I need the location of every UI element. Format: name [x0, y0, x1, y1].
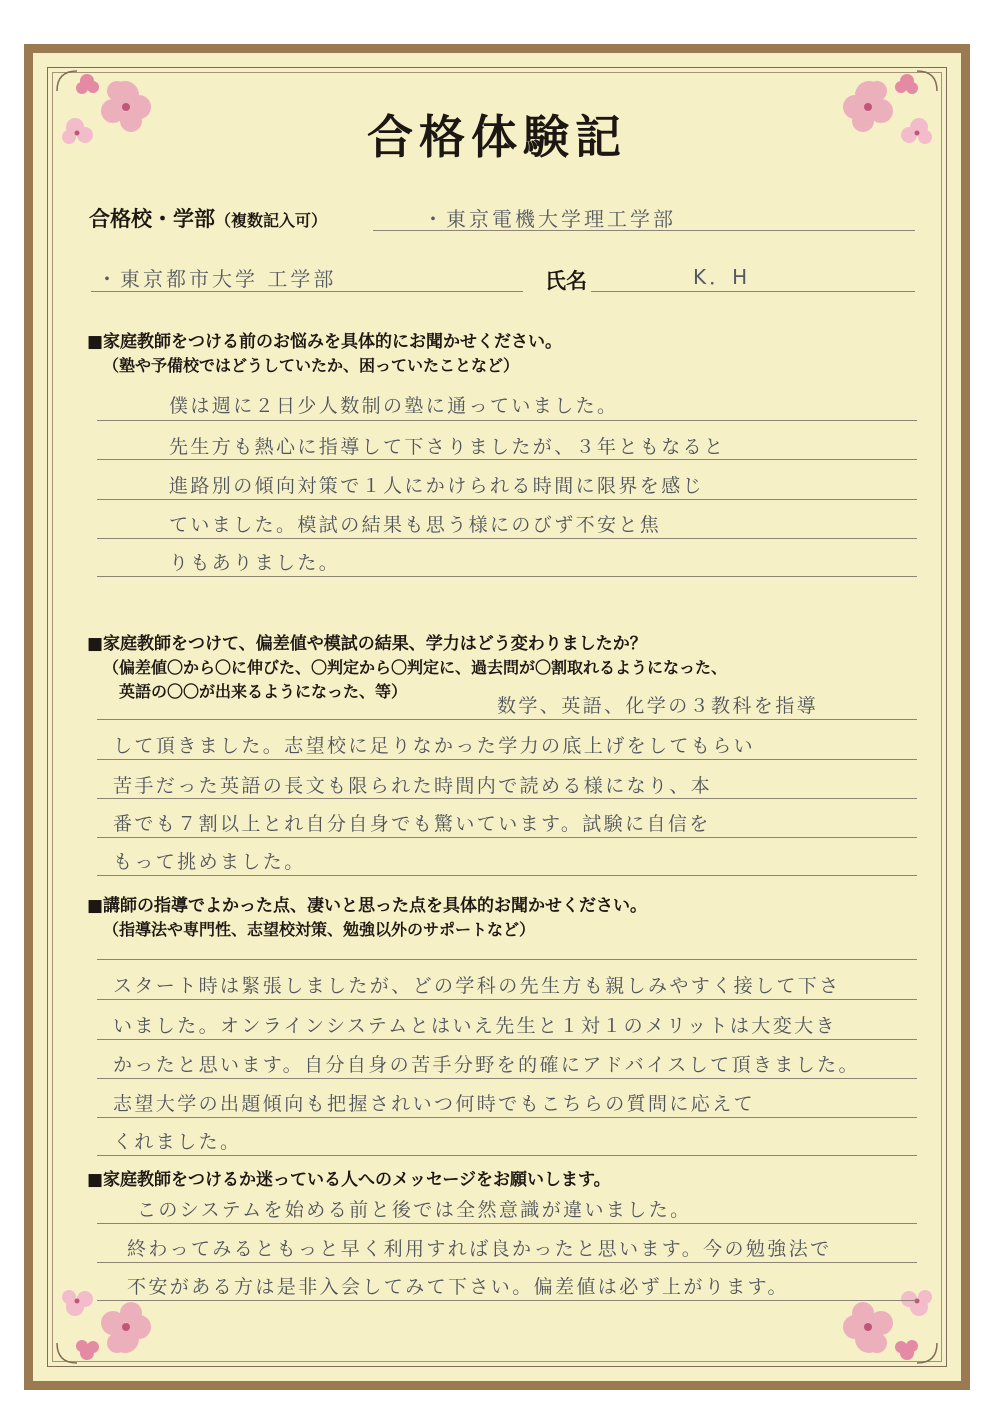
- cherry-blossom-icon: [837, 1263, 947, 1373]
- section-3-answer-line: スタート時は緊張しましたが、どの学科の先生方も親しみやすく接して下さ: [113, 975, 841, 997]
- section-2-answer-line: 番でも７割以上とれ自分自身でも驚いています。試験に自信を: [113, 813, 711, 835]
- section-1-rule: [97, 499, 917, 500]
- school-label: [89, 203, 327, 233]
- section-2-answer-line: 苦手だった英語の長文も限られた時間内で読める様になり、本: [113, 775, 713, 797]
- section-3-rule: [97, 1117, 917, 1118]
- section-3-rule: [97, 1078, 917, 1079]
- section-4-rule: [97, 1300, 917, 1301]
- section-3-rule: [97, 1039, 917, 1040]
- section-1-answer-line: 先生方も熱心に指導して下さりましたが、３年ともなると: [169, 436, 726, 458]
- section-2-question: ■家庭教師をつけて、偏差値や模試の結果、学力はどう変わりましたか？: [87, 634, 647, 654]
- section-3-answer-line: 志望大学の出題傾向も把握されいつ何時でもこちらの質問に応えて: [113, 1093, 756, 1115]
- section-1-answer-line: 僕は週に２日少人数制の塾に通っていました。: [169, 395, 619, 417]
- section-1-rule: [97, 576, 917, 577]
- section-3-answer-line: いました。オンラインシステムとはいえ先生と１対１のメリットは大変大き: [113, 1015, 837, 1037]
- school-note: （複数記入可）: [215, 211, 328, 230]
- section-2-answer-line: もって挑めました。: [113, 851, 306, 873]
- section-2-rule: [97, 719, 917, 720]
- section-4-answer-line: 終わってみるともっと早く利用すれば良かったと思います。今の勉強法で: [127, 1238, 832, 1260]
- section-2-note-2: 英語の〇〇が出来るようになった、等）: [119, 682, 408, 701]
- school-line-2: [91, 291, 523, 292]
- section-3-rule: [97, 1155, 917, 1156]
- school-value-2: ・東京都市大学 工学部: [97, 267, 337, 291]
- section-1-note: （塾や予備校ではどうしていたか、困っていたことなど）: [103, 356, 520, 375]
- section-2-note: （偏差値〇から〇に伸びた、〇判定から〇判定に、過去問が〇割取れるようになった、: [103, 658, 728, 677]
- section-2-rule: [97, 837, 917, 838]
- section-3-answer-line: かったと思います。自分自身の苦手分野を的確にアドバイスして頂きました。: [113, 1054, 860, 1076]
- school-line-1: [373, 230, 915, 231]
- section-3-answer-line: くれました。: [113, 1131, 242, 1153]
- name-label: 氏名: [545, 269, 587, 293]
- section-4-rule: [97, 1223, 917, 1224]
- section-3-question: ■講師の指導でよかった点、凄いと思った点を具体的お聞かせください。: [87, 896, 648, 916]
- section-1-rule: [97, 420, 917, 421]
- section-3-note: （指導法や専門性、志望校対策、勉強以外のサポートなど）: [103, 920, 536, 939]
- section-1-rule: [97, 538, 917, 539]
- school-label-text: 合格校・学部: [89, 207, 215, 231]
- section-2-answer-line: して頂きました。志望校に足りなかった学力の底上げをしてもらい: [113, 735, 756, 757]
- section-1-answer-line: ていました。模試の結果も思う様にのびず不安と焦: [169, 514, 662, 536]
- testimonial-sheet: [24, 44, 970, 1390]
- section-3-rule: [97, 999, 917, 1000]
- name-value: K．H: [693, 265, 751, 289]
- section-1-question: ■家庭教師をつける前のお悩みを具体的にお聞かせください。: [87, 332, 563, 352]
- section-4-question: ■家庭教師をつけるか迷っている人へのメッセージをお願いします。: [87, 1170, 611, 1190]
- section-1-answer-line: りもありました。: [169, 552, 341, 574]
- section-3-rule: [97, 959, 917, 960]
- section-4-answer-line: このシステムを始める前と後では全然意識が違いました。: [137, 1199, 692, 1221]
- section-2-rule: [97, 798, 917, 799]
- section-2-answer-line: 数学、英語、化学の３教科を指導: [497, 695, 819, 717]
- name-line: [591, 291, 915, 292]
- section-4-answer-line: 不安がある方は是非入会してみて下さい。偏差値は必ず上がります。: [127, 1276, 789, 1298]
- section-2-rule: [97, 875, 917, 876]
- section-1-rule: [97, 459, 917, 460]
- section-4-rule: [97, 1262, 917, 1263]
- section-2-rule: [97, 759, 917, 760]
- school-value-1: ・東京電機大学理工学部: [423, 207, 676, 231]
- section-1-answer-line: 進路別の傾向対策で１人にかけられる時間に限界を感じ: [169, 475, 705, 497]
- page-title: 合格体験記: [367, 110, 627, 164]
